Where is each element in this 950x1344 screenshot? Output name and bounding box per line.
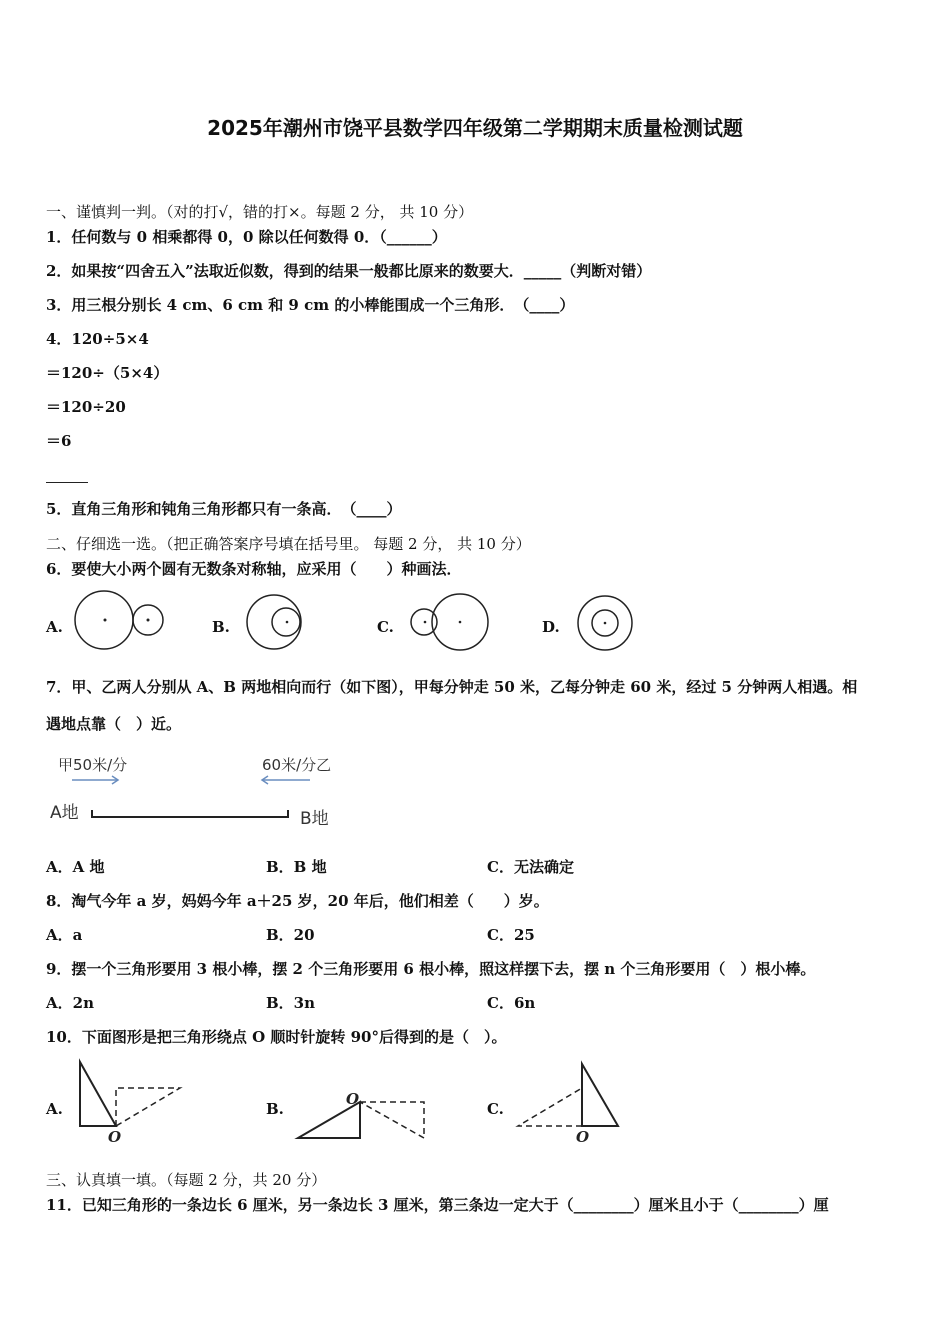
answer-blank-line (46, 482, 88, 483)
q7-place-b-label: B地 (300, 809, 329, 829)
q10-option-a: A. (46, 1100, 63, 1118)
q8-option-c: C．25 (487, 926, 535, 944)
section2-heading: 二、仔细选一选。（把正确答案序号填在括号里。 每题 2 分， 共 10 分） (46, 535, 531, 553)
question-4-line: 4．120÷5×4 (46, 330, 149, 348)
q9-option-c: C．6n (487, 994, 536, 1012)
q6-option-b: B. (212, 618, 230, 636)
q7-option-c: C．无法确定 (487, 858, 574, 876)
q6-figure-b (244, 592, 308, 652)
q8-option-a: A．a (46, 926, 83, 944)
q7-left-speed-label: 甲50米/分 (58, 756, 128, 774)
q6-option-c: C. (377, 618, 394, 636)
q10-b-point-label: O (346, 1090, 360, 1108)
question-8: 8．淘气今年 a 岁，妈妈今年 a＋25 岁，20 年后，他们相差（ ）岁。 (46, 892, 549, 910)
q10-figure-a (76, 1058, 188, 1148)
q7-option-b: B．B 地 (266, 858, 327, 876)
question-7-line1: 7．甲、乙两人分别从 A、B 两地相向而行（如下图），甲每分钟走 50 米，乙每分钟走 60 米，经过 5 分钟两人相遇。相 (46, 678, 858, 696)
question-4-line: ＝120÷20 (46, 398, 126, 416)
page-title: 2025年潮州市饶平县数学四年级第二学期期末质量检测试题 (207, 116, 743, 140)
q6-figure-d (574, 594, 636, 654)
q7-option-a: A．A 地 (46, 858, 105, 876)
q7-right-speed-label: 60米/分乙 (262, 756, 332, 774)
question-5: 5．直角三角形和钝角三角形都只有一条高． （____） (46, 500, 402, 518)
q6-figure-c (408, 592, 492, 652)
q9-option-a: A．2n (46, 994, 94, 1012)
q10-option-c: C. (487, 1100, 504, 1118)
q9-option-b: B．3n (266, 994, 316, 1012)
q7-road-line (92, 810, 288, 817)
question-6: 6．要使大小两个圆有无数条对称轴，应采用（ ）种画法． (46, 560, 462, 578)
question-1: 1．任何数与 0 相乘都得 0，0 除以任何数得 0．（______） (46, 228, 447, 246)
question-9: 9．摆一个三角形要用 3 根小棒，摆 2 个三角形要用 6 根小棒，照这样摆下去，摆 n 个三角形要用（ ）根小棒。 (46, 960, 816, 978)
question-4-line: ＝6 (46, 432, 72, 450)
section1-heading: 一、谨慎判一判。（对的打√，错的打×。每题 2 分， 共 10 分） (46, 203, 474, 221)
q6-option-d: D. (542, 618, 560, 636)
q10-c-point-label: O (576, 1128, 590, 1146)
question-7-line2: 遇地点靠（ ）近。 (46, 715, 182, 733)
question-10: 10．下面图形是把三角形绕点 O 顺时针旋转 90°后得到的是（ ）。 (46, 1028, 507, 1046)
question-11: 11．已知三角形的一条边长 6 厘米，另一条边长 3 厘米，第三条边一定大于（________）厘米且小于（________）厘 (46, 1196, 829, 1214)
q10-a-point-label: O (108, 1128, 122, 1146)
q6-option-a: A. (46, 618, 63, 636)
q10-option-b: B. (266, 1100, 284, 1118)
q7-place-a-label: A地 (50, 803, 79, 823)
section3-heading: 三、认真填一填。（每题 2 分，共 20 分） (46, 1171, 327, 1189)
question-4-line: ＝120÷（5×4） (46, 364, 169, 382)
q10-figure-b (296, 1086, 432, 1144)
q8-option-b: B．20 (266, 926, 315, 944)
question-2: 2．如果按“四舍五入”法取近似数，得到的结果一般都比原来的数要大．_____（判断对错） (46, 262, 652, 280)
q7-distance-figure (48, 750, 338, 834)
q10-figure-c (516, 1060, 626, 1146)
question-3: 3．用三根分别长 4 cm、6 cm 和 9 cm 的小棒能围成一个三角形． （____） (46, 296, 575, 314)
q6-figure-a (72, 588, 172, 652)
